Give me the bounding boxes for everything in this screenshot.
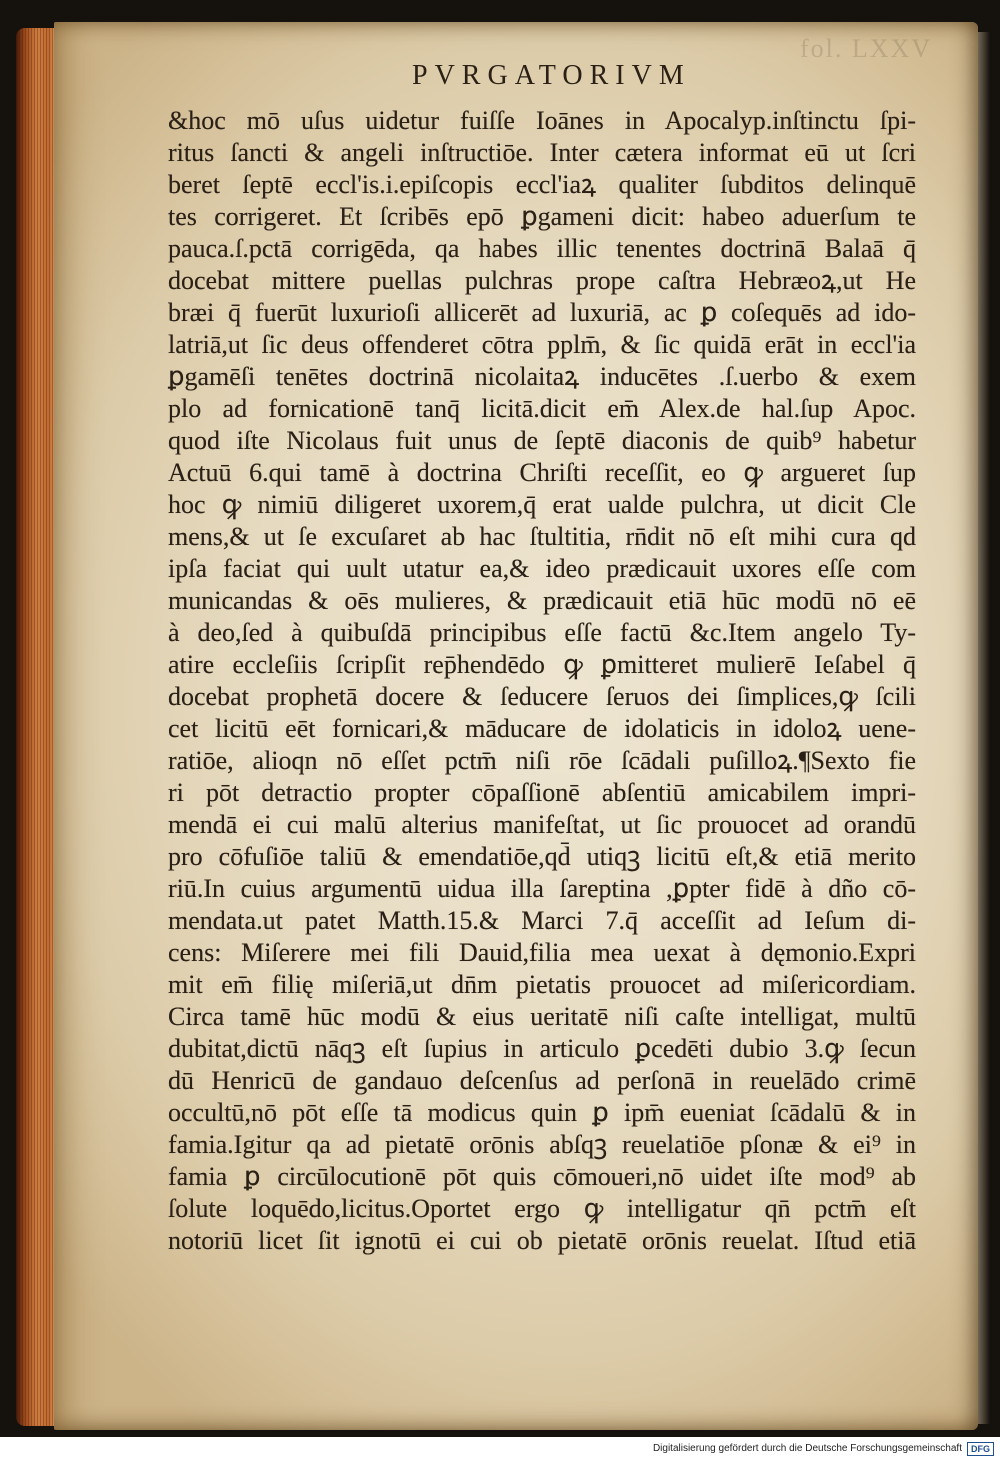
text-line: riū.In cuius argumentū uidua illa ſareptina ,ꝑpter fidē à dño cō- (168, 874, 916, 903)
text-block (168, 105, 916, 1257)
running-head: PVRGATORIVM (412, 60, 691, 91)
text-line: beret ſeptē eccl'is.i.epiſcopis eccl'iaꝝ qualiter ſubditos delinquē (168, 170, 916, 199)
dfg-logo: DFG (967, 1442, 994, 1456)
footer-bar (0, 1437, 1000, 1460)
text-line: hoc ꝙ nimiū diligeret uxorem,q̄ erat ualde pulchra, ut dicit Cle (168, 490, 916, 519)
text-line: mit em̄ filię miſeriā,ut dn̄m pietatis prouocet ad miſericordiam. (168, 970, 916, 999)
text-line: ipſa faciat qui uult utatur ea,& ideo prædicauit uxores eſſe com (168, 554, 916, 583)
text-line: plo ad fornicationē tanq̄ licitā.dicit em̄ Alex.de hal.ſup Apoc. (168, 394, 916, 423)
text-line: docebat prophetā docere & ſeducere ſeruos dei ſimplices,ꝙ ſcili (168, 682, 916, 711)
text-line: pro cōfuſiōe taliū & emendatiōe,qd̄ utiqꝫ licitū eſt,& etiā merito (168, 842, 916, 871)
text-line: tes corrigeret. Et ſcribēs epō ꝑgameni dicit: habeo aduerſum te (168, 202, 916, 231)
text-line: quod iſte Nicolaus fuit unus de ſeptē diaconis de quib⁹ habetur (168, 426, 916, 455)
text-line: cet licitū eēt fornicari,& māducare de idolaticis in idoloꝝ uene- (168, 714, 916, 743)
text-line: ſolute loquēdo,licitus.Oportet ergo ꝙ intelligatur qn̄ pctm̄ eſt (168, 1194, 916, 1223)
text-line: municandas & oēs mulieres, & prædicauit etiā hūc modū nō eē (168, 586, 916, 615)
text-line: mens,& ut ſe excuſaret ab hac ſtultitia, rn̄dit nō eſt mihi cura qd (168, 522, 916, 551)
text-line: notoriū licet ſit ignotū ei cui ob pietatē orōnis reuelat. Iſtud etiā (168, 1226, 916, 1255)
text-line: cens: Miſerere mei fili Dauid,filia mea uexat à dęmonio.Expri (168, 938, 916, 967)
text-line: mendā ei cui malū alterius manifeſtat, ut ſic prouocet ad orandū (168, 810, 916, 839)
funding-credit: Digitalisierung gefördert durch die Deutsche Forschungsgemeinschaft (652, 1443, 962, 1454)
text-line: docebat mittere puellas pulchras prope caſtra Hebræoꝝ,ut He (168, 266, 916, 295)
text-line: &hoc mō uſus uidetur fuiſſe Ioānes in Apocalyp.inſtinctu ſpi- (168, 106, 916, 135)
text-line: ritus ſancti & angeli inſtructiōe. Inter cætera informat eū ut ſcri (168, 138, 916, 167)
text-line: mendata.ut patet Matth.15.& Marci 7.q̄ acceſſit ad Ieſum di- (168, 906, 916, 935)
text-line: bræi q̄ fuerūt luxurioſi allicerēt ad luxuriā, ac ꝑ coſequēs ad ido- (168, 298, 916, 327)
text-line: dū Henricū de gandauo deſcenſus ad perſonā in reuelādo crimē (168, 1066, 916, 1095)
text-line: latriā,ut ſic deus offenderet cōtra pplm̄, & ſic quidā erāt in eccl'ia (168, 330, 916, 359)
text-line: Actuū 6.qui tamē à doctrina Chriſti receſſit, eo ꝙ argueret ſup (168, 458, 916, 487)
text-line: famia ꝑ circūlocutionē pōt quis cōmoueri,nō uidet iſte mod⁹ ab (168, 1162, 916, 1191)
page-right-edge (978, 32, 990, 1424)
text-line: atire eccleſiis ſcripſit rep̄hendēdo ꝙ ꝑmitteret mulierē Ieſabel q̄ (168, 650, 916, 679)
text-line: famia.Igitur qa ad pietatē orōnis abſqꝫ reuelatiōe pſonæ & ei⁹ in (168, 1130, 916, 1159)
text-line: à deo,ſed à quibuſdā principibus eſſe factū &c.Item angelo Ty- (168, 618, 916, 647)
text-line: ri pōt detractio propter cōpaſſionē abſentiū amicabilem impri- (168, 778, 916, 807)
text-line: dubitat,dictū nāqꝫ eſt ſupius in articulo ꝑcedēti dubio 3.ꝙ ſecun (168, 1034, 916, 1063)
bleed-through-text: fol. LXXV (800, 34, 933, 63)
text-line: ratiōe, alioqn nō eſſet pctm̄ niſi rōe ſcādali puſilloꝝ.¶Sexto fie (168, 746, 916, 775)
text-line: pauca.ſ.pctā corrigēda, qa habes illic tenentes doctrinā Balaā q̄ (168, 234, 916, 263)
text-line: ꝑgamēſi tenētes doctrinā nicolaitaꝝ inducētes .ſ.uerbo & exem (168, 362, 916, 391)
text-line: Circa tamē hūc modū & eius ueritatē niſi caſte intelligat, multū (168, 1002, 916, 1031)
text-line: occultū,nō pōt eſſe tā modicus quin ꝑ ipm̄ eueniat ſcādalū & in (168, 1098, 916, 1127)
